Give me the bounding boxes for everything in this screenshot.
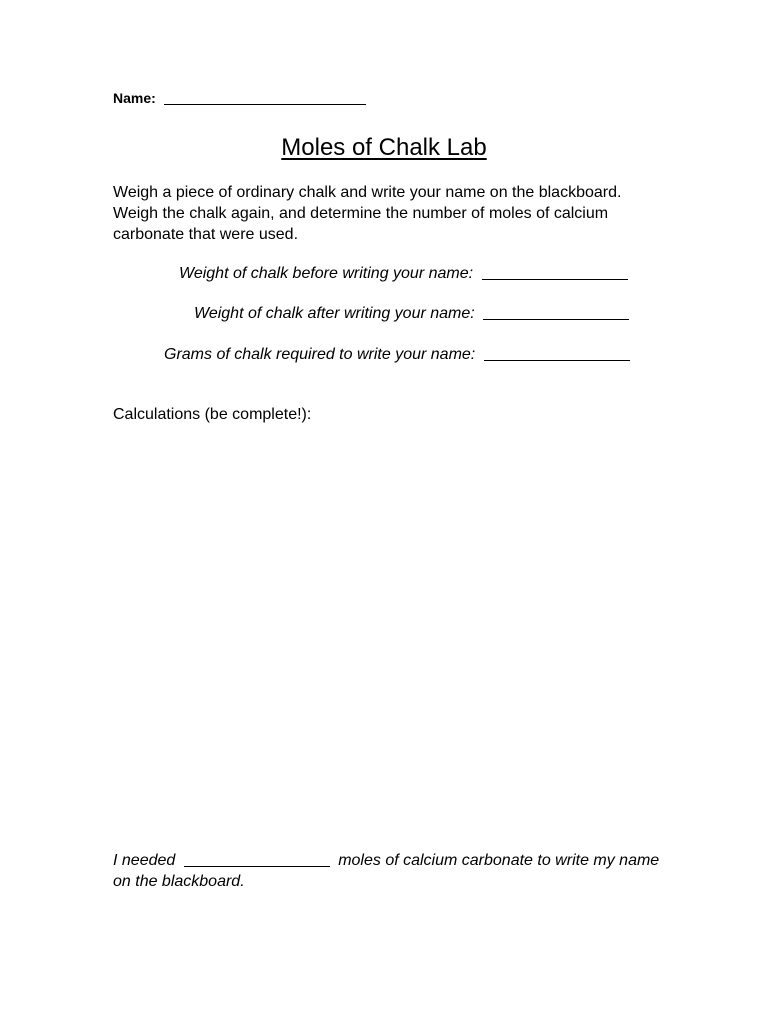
measurement-grams-blank[interactable] <box>484 346 630 361</box>
measurement-before-label: Weight of chalk before writing your name: <box>179 265 474 282</box>
measurement-grams-row <box>164 346 630 364</box>
measurement-before-blank[interactable] <box>482 265 628 280</box>
calculations-heading: Calculations (be complete!): <box>113 406 312 423</box>
conclusion-moles-blank[interactable] <box>184 852 330 867</box>
measurement-after-label: Weight of chalk after writing your name: <box>194 305 475 322</box>
measurement-before-row <box>179 265 628 283</box>
conclusion-suffix: moles of calcium carbonate to write my name on the blackboard. <box>113 852 660 890</box>
measurement-grams-label: Grams of chalk required to write your name: <box>164 346 476 363</box>
name-field-row <box>113 90 366 106</box>
measurement-after-blank[interactable] <box>483 305 629 320</box>
instructions-paragraph: Weigh a piece of ordinary chalk and write your name on the blackboard. Weigh the chalk again, and determine the number of moles of calcium carbonate that were used. <box>113 184 622 243</box>
name-blank-line[interactable] <box>164 92 366 105</box>
conclusion-sentence <box>113 850 673 892</box>
page-title: Moles of Chalk Lab <box>281 134 487 161</box>
conclusion-prefix: I needed <box>113 852 176 869</box>
measurement-after-row <box>194 305 629 323</box>
name-label: Name: <box>113 90 156 106</box>
